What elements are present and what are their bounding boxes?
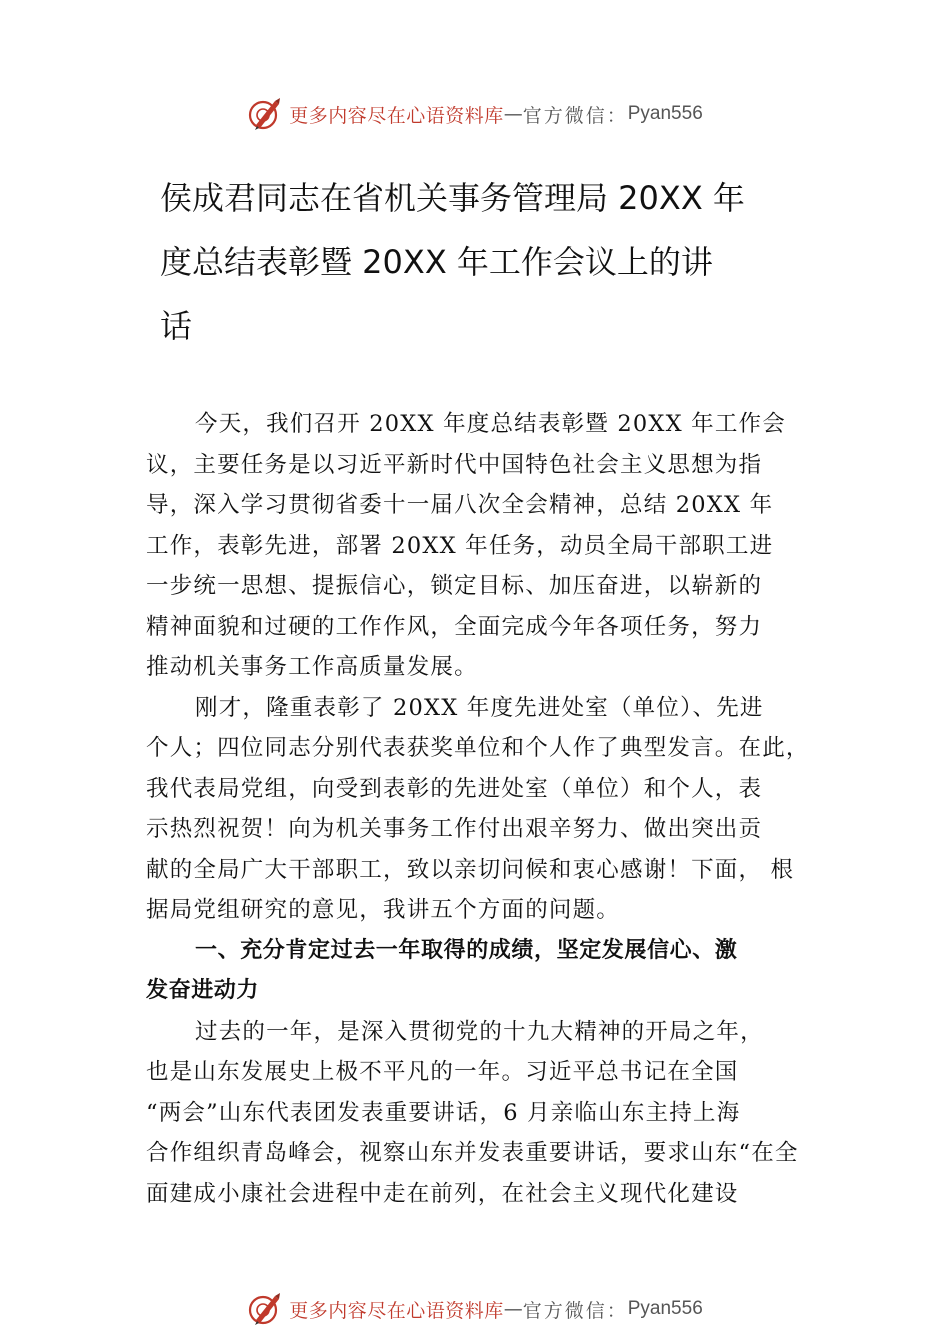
paragraph	[146, 404, 820, 688]
text-line: 一步统一思想、提振信心，锁定目标、加压奋进，以崭新的	[146, 573, 763, 599]
pen-logo-icon	[247, 1291, 283, 1327]
watermark-text-red: 更多内容尽在心语资料库	[289, 1299, 504, 1322]
watermark-dash: —	[503, 1298, 523, 1320]
text-line: 刚才，隆重表彰了 20XX 年度先进处室（单位）、先进	[195, 694, 764, 721]
document-title	[160, 179, 810, 374]
heading-line: 一、充分肯定过去一年取得的成绩，坚定发展信心、激	[195, 937, 738, 963]
text-line: 推动机关事务工作高质量发展。	[146, 654, 478, 680]
text-line: 据局党组研究的意见，我讲五个方面的问题。	[146, 897, 621, 923]
text-line: “两会”山东代表团发表重要讲话，6 月亲临山东主持上海	[146, 1099, 741, 1126]
pen-logo-icon	[247, 96, 283, 132]
heading-line: 发奋进动力	[146, 978, 260, 1003]
text-line: 献的全局广大干部职工，致以亲切问候和衷心感谢！下面， 根	[146, 856, 795, 883]
text-line: 精神面貌和过硬的工作作风，全面完成今年各项任务，努力	[146, 613, 763, 640]
text-line: 面建成小康社会进程中走在前列，在社会主义现代化建设	[146, 1180, 739, 1207]
paragraph	[146, 688, 820, 931]
text-line: 今天，我们召开 20XX 年度总结表彰暨 20XX 年工作会	[195, 411, 786, 437]
watermark-text-red: 更多内容尽在心语资料库	[289, 104, 504, 127]
watermark-id: Pyan556	[627, 1298, 703, 1319]
text-line: 我代表局党组，向受到表彰的先进处室（单位）和个人，表	[146, 775, 763, 802]
watermark-banner-bottom	[0, 1289, 950, 1329]
watermark-text-gray: 官方微信：	[522, 1299, 628, 1322]
text-line: 议，主要任务是以习近平新时代中国特色社会主义思想为指	[146, 451, 763, 478]
title-line: 度总结表彰暨 20XX 年工作会议上的讲	[160, 243, 713, 281]
title-line: 话	[160, 307, 193, 345]
text-line: 工作，表彰先进，部署 20XX 年任务，动员全局干部职工进	[146, 532, 774, 559]
text-line: 示热烈祝贺！向为机关事务工作付出艰辛努力、做出突出贡	[146, 816, 763, 842]
watermark-id: Pyan556	[627, 103, 703, 124]
watermark-dash: —	[503, 103, 523, 125]
title-line: 侯成君同志在省机关事务管理局 20XX 年	[160, 179, 745, 217]
text-line: 过去的一年，是深入贯彻党的十九大精神的开局之年，	[195, 1018, 764, 1045]
text-line: 也是山东发展史上极不平凡的一年。习近平总书记在全国	[146, 1059, 739, 1085]
text-line: 导，深入学习贯彻省委十一届八次全会精神，总结 20XX 年	[146, 492, 774, 518]
watermark-text-gray: 官方微信：	[522, 104, 628, 127]
document-body	[146, 404, 820, 1214]
watermark-banner-top	[0, 94, 950, 134]
text-line: 合作组织青岛峰会，视察山东并发表重要讲话，要求山东“在全	[146, 1140, 799, 1166]
text-line: 个人；四位同志分别代表获奖单位和个人作了典型发言。在此，	[146, 735, 810, 761]
paragraph	[146, 1012, 820, 1215]
section-heading	[146, 931, 820, 1012]
